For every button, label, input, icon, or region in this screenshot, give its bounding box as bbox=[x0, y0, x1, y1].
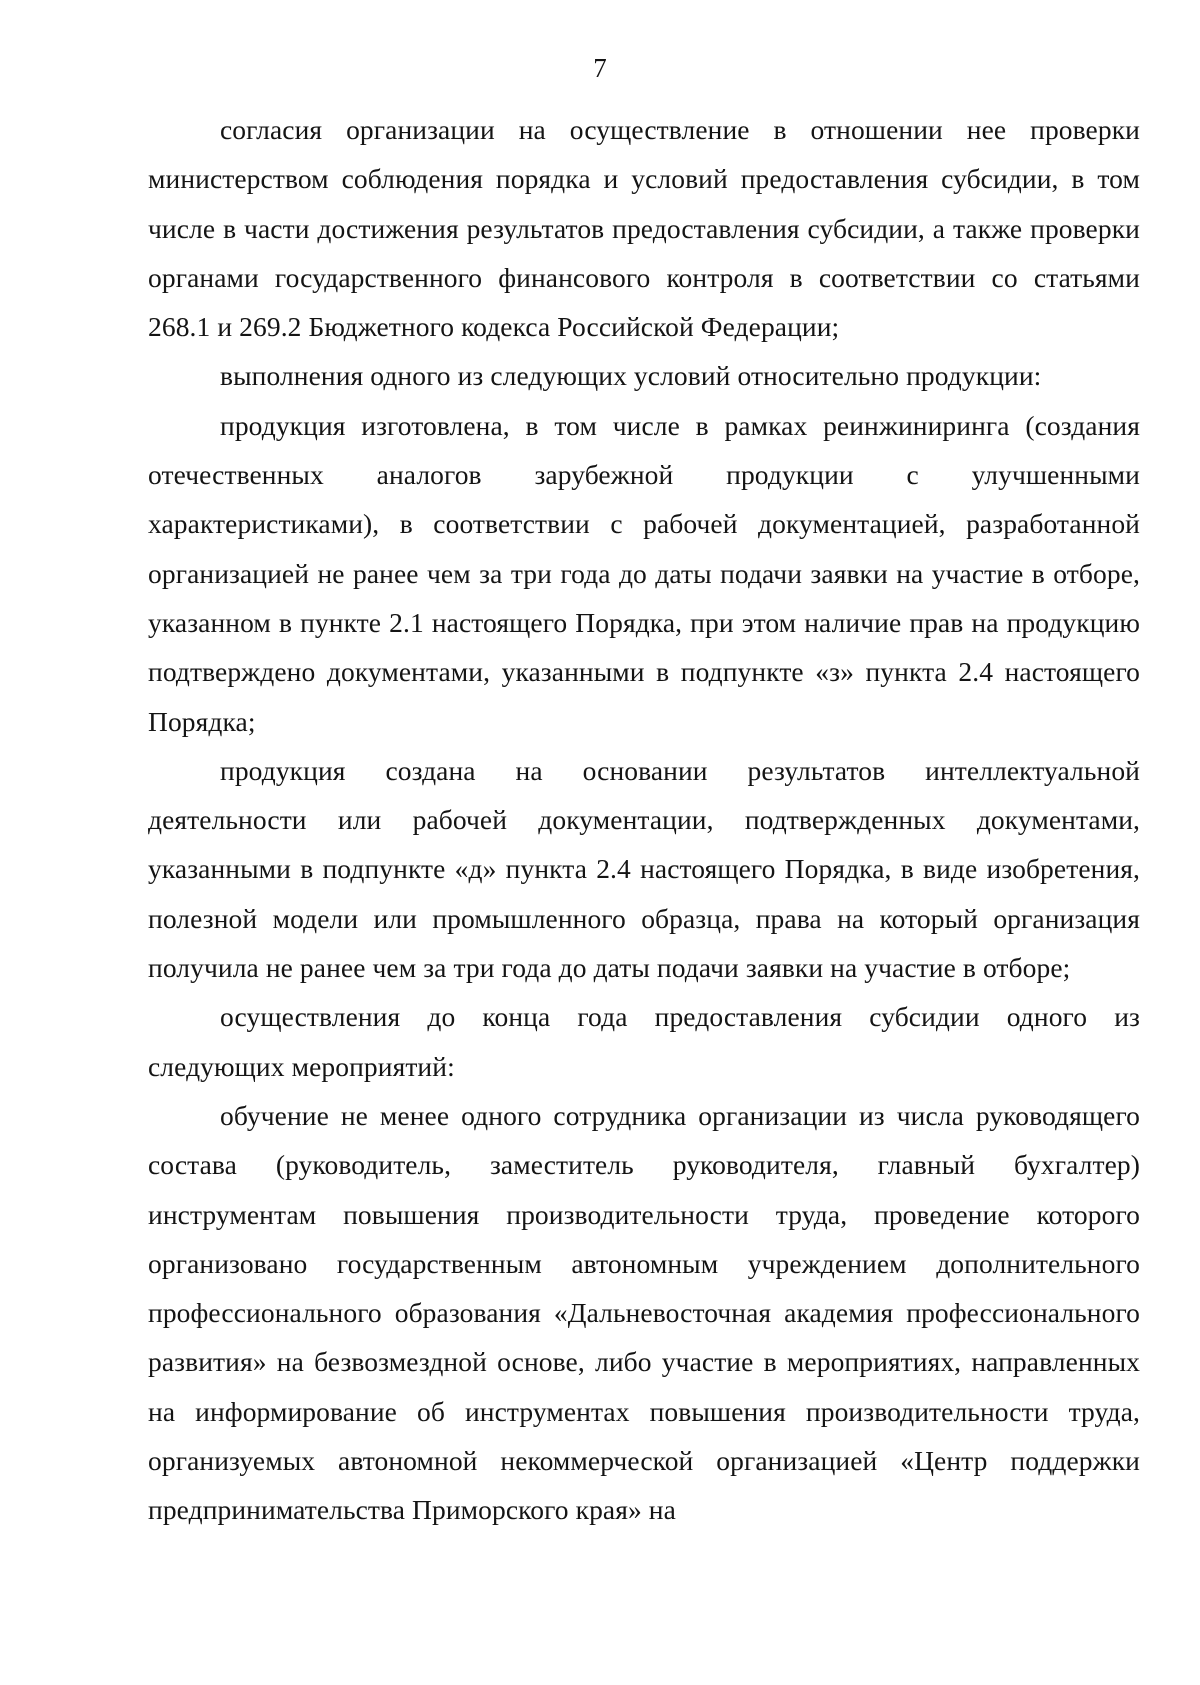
page-number: 7 bbox=[593, 53, 607, 83]
document-body bbox=[148, 105, 1140, 1535]
paragraph: выполнения одного из следующих условий относительно продукции: bbox=[220, 360, 1042, 392]
paragraph: согласия организации на осуществление в отношении нее проверки министерством соблюдения порядка и условий предоставления субсидии, в том числе в части достижения результатов предоставления субсидии, а также проверки органами государственного финансового контроля в соответствии со статьями 268.1 и 269.2 Бюджетного кодекса Российской Федерации; bbox=[148, 114, 1140, 343]
paragraph: обучение не менее одного сотрудника организации из числа руководящего состава (руководитель, заместитель руководителя, главный бухгалтер) инструментам повышения производительности труда, проведение которого организовано государственным автономным учреждением дополнительного профессионального образования «Дальневосточная академия профессионального развития» на безвозмездной основе, либо участие в мероприятиях, направленных на информирование об инструментах повышения производительности труда, организуемых автономной некоммерческой организацией «Центр поддержки предпринимательства Приморского края» на bbox=[148, 1099, 1140, 1526]
paragraph: продукция создана на основании результатов интеллектуальной деятельности или рабочей документации, подтвержденных документами, указанными в подпункте «д» пункта 2.4 настоящего Порядка, в виде изобретения, полезной модели или промышленного образца, права на который организация получила не ранее чем за три года до даты подачи заявки на участие в отборе; bbox=[148, 754, 1140, 984]
paragraph: осуществления до конца года предоставления субсидии одного из следующих мероприятий: bbox=[148, 1001, 1140, 1082]
paragraph: продукция изготовлена, в том числе в рамках реинжиниринга (создания отечественных аналогов зарубежной продукции с улучшенными характеристиками), в соответствии с рабочей документацией, разработанной организацией не ранее чем за три года до даты подачи заявки на участие в отборе, указанном в пункте 2.1 настоящего Порядка, при этом наличие прав на продукцию подтверждено документами, указанными в подпункте «з» пункта 2.4 настоящего Порядка; bbox=[148, 409, 1140, 737]
